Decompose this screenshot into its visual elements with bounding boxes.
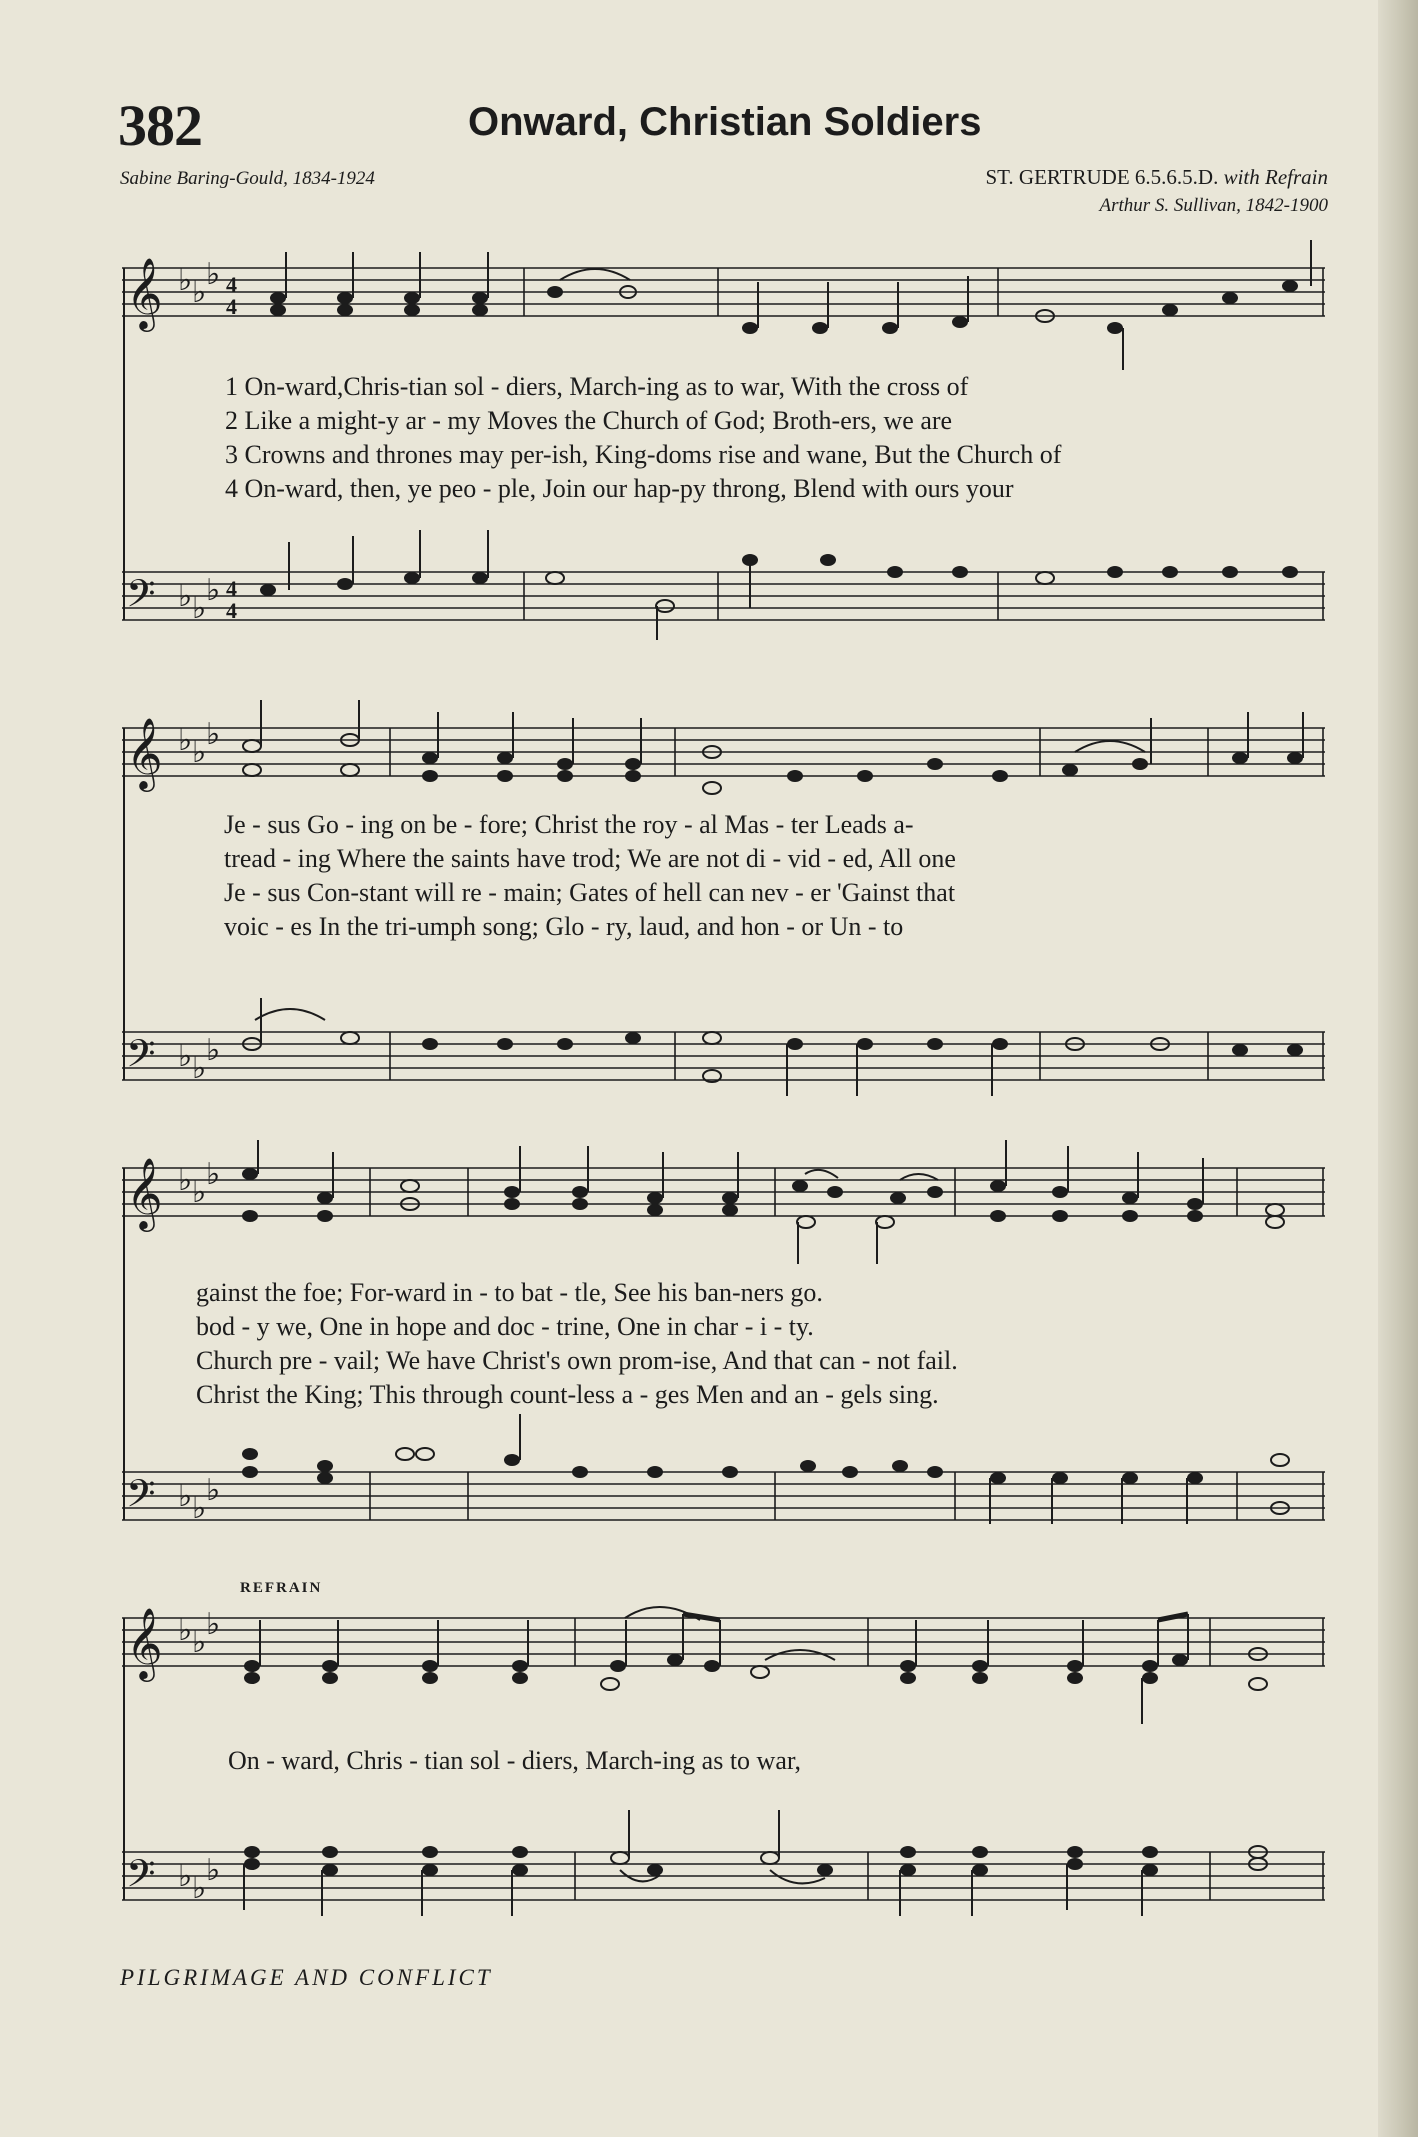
lyric-line-s3-v1: gainst the foe; For-ward in - to bat - tle, See his ban-ners go. — [196, 1278, 823, 1307]
svg-text:♭: ♭ — [178, 724, 193, 757]
svg-text:♭: ♭ — [192, 1176, 207, 1209]
svg-text:♭: ♭ — [206, 574, 221, 607]
author-credit: Sabine Baring-Gould, 1834-1924 — [120, 168, 375, 189]
svg-text:♭: ♭ — [192, 1052, 207, 1085]
svg-text:♭: ♭ — [206, 1474, 221, 1507]
lyric-line-s3-v4: Christ the King; This through count-less a - ges Men and an - gels sing. — [196, 1380, 939, 1409]
svg-text:♭: ♭ — [192, 736, 207, 769]
svg-text:♭: ♭ — [192, 1872, 207, 1905]
svg-text:𝄞: 𝄞 — [126, 1610, 163, 1678]
svg-text:𝄢: 𝄢 — [126, 573, 156, 624]
hymn-title: Onward, Christian Soldiers — [468, 100, 982, 144]
svg-text:𝄢: 𝄢 — [126, 1853, 156, 1904]
svg-text:♭: ♭ — [192, 1492, 207, 1525]
svg-text:♭: ♭ — [206, 1854, 221, 1887]
svg-text:♭: ♭ — [178, 1040, 193, 1073]
svg-text:♭: ♭ — [206, 718, 221, 751]
svg-text:4: 4 — [226, 294, 237, 319]
svg-text:4: 4 — [226, 576, 237, 601]
composer-credit: Arthur S. Sullivan, 1842-1900 — [1099, 195, 1328, 216]
lyric-line-s3-v2: bod - y we, One in hope and doc - trine, One in char - i - ty. — [196, 1312, 814, 1341]
svg-text:♭: ♭ — [206, 1608, 221, 1641]
svg-text:♭: ♭ — [178, 1480, 193, 1513]
hymn-number: 382 — [118, 93, 202, 158]
svg-text:♭: ♭ — [192, 276, 207, 309]
tune-note: with Refrain — [1223, 165, 1328, 189]
svg-text:4: 4 — [226, 272, 237, 297]
lyric-line-refrain: On - ward, Chris - tian sol - diers, March-ing as to war, — [228, 1746, 801, 1775]
lyric-line-s1-v4: 4 On-ward, then, ye peo - ple, Join our hap-py throng, Blend with ours your — [225, 474, 1014, 503]
lyric-line-s2-v3: Je - sus Con-stant will re - main; Gates of hell can nev - er 'Gainst that — [224, 878, 956, 907]
svg-text:♭: ♭ — [178, 580, 193, 613]
svg-text:♭: ♭ — [178, 1614, 193, 1647]
svg-text:4: 4 — [226, 598, 237, 623]
lyric-line-s2-v1: Je - sus Go - ing on be - fore; Christ the roy - al Mas - ter Leads a- — [224, 810, 914, 839]
svg-text:𝄞: 𝄞 — [126, 1160, 163, 1228]
svg-text:♭: ♭ — [178, 1164, 193, 1197]
tune-name: ST. GERTRUDE 6.5.6.5.D. — [985, 165, 1219, 189]
lyric-line-s2-v4: voic - es In the tri-umph song; Glo - ry, laud, and hon - or Un - to — [224, 912, 904, 941]
lyric-line-s1-v2: 2 Like a might-y ar - my Moves the Church of God; Broth-ers, we are — [225, 406, 953, 435]
tune-credit — [985, 165, 1328, 190]
svg-text:♭: ♭ — [178, 264, 193, 297]
svg-text:♭: ♭ — [192, 592, 207, 625]
svg-text:𝄢: 𝄢 — [126, 1033, 156, 1084]
svg-text:♭: ♭ — [206, 1158, 221, 1191]
lyric-line-s1-v3: 3 Crowns and thrones may per-ish, King-doms rise and wane, But the Church of — [225, 440, 1062, 469]
lyric-line-s2-v2: tread - ing Where the saints have trod; We are not di - vid - ed, All one — [224, 844, 956, 873]
lyric-line-s1-v1: 1 On-ward,Chris-tian sol - diers, March-ing as to war, With the cross of — [225, 372, 969, 401]
svg-text:♭: ♭ — [206, 1034, 221, 1067]
refrain-label: REFRAIN — [240, 1580, 323, 1596]
svg-text:♭: ♭ — [178, 1860, 193, 1893]
svg-text:♭: ♭ — [206, 258, 221, 291]
svg-text:𝄞: 𝄞 — [126, 720, 163, 788]
svg-text:𝄢: 𝄢 — [126, 1473, 156, 1524]
lyric-line-s3-v3: Church pre - vail; We have Christ's own prom-ise, And that can - not fail. — [196, 1346, 958, 1375]
svg-text:♭: ♭ — [192, 1626, 207, 1659]
svg-text:𝄞: 𝄞 — [126, 260, 163, 328]
page-footer: PILGRIMAGE AND CONFLICT — [120, 1965, 493, 1990]
